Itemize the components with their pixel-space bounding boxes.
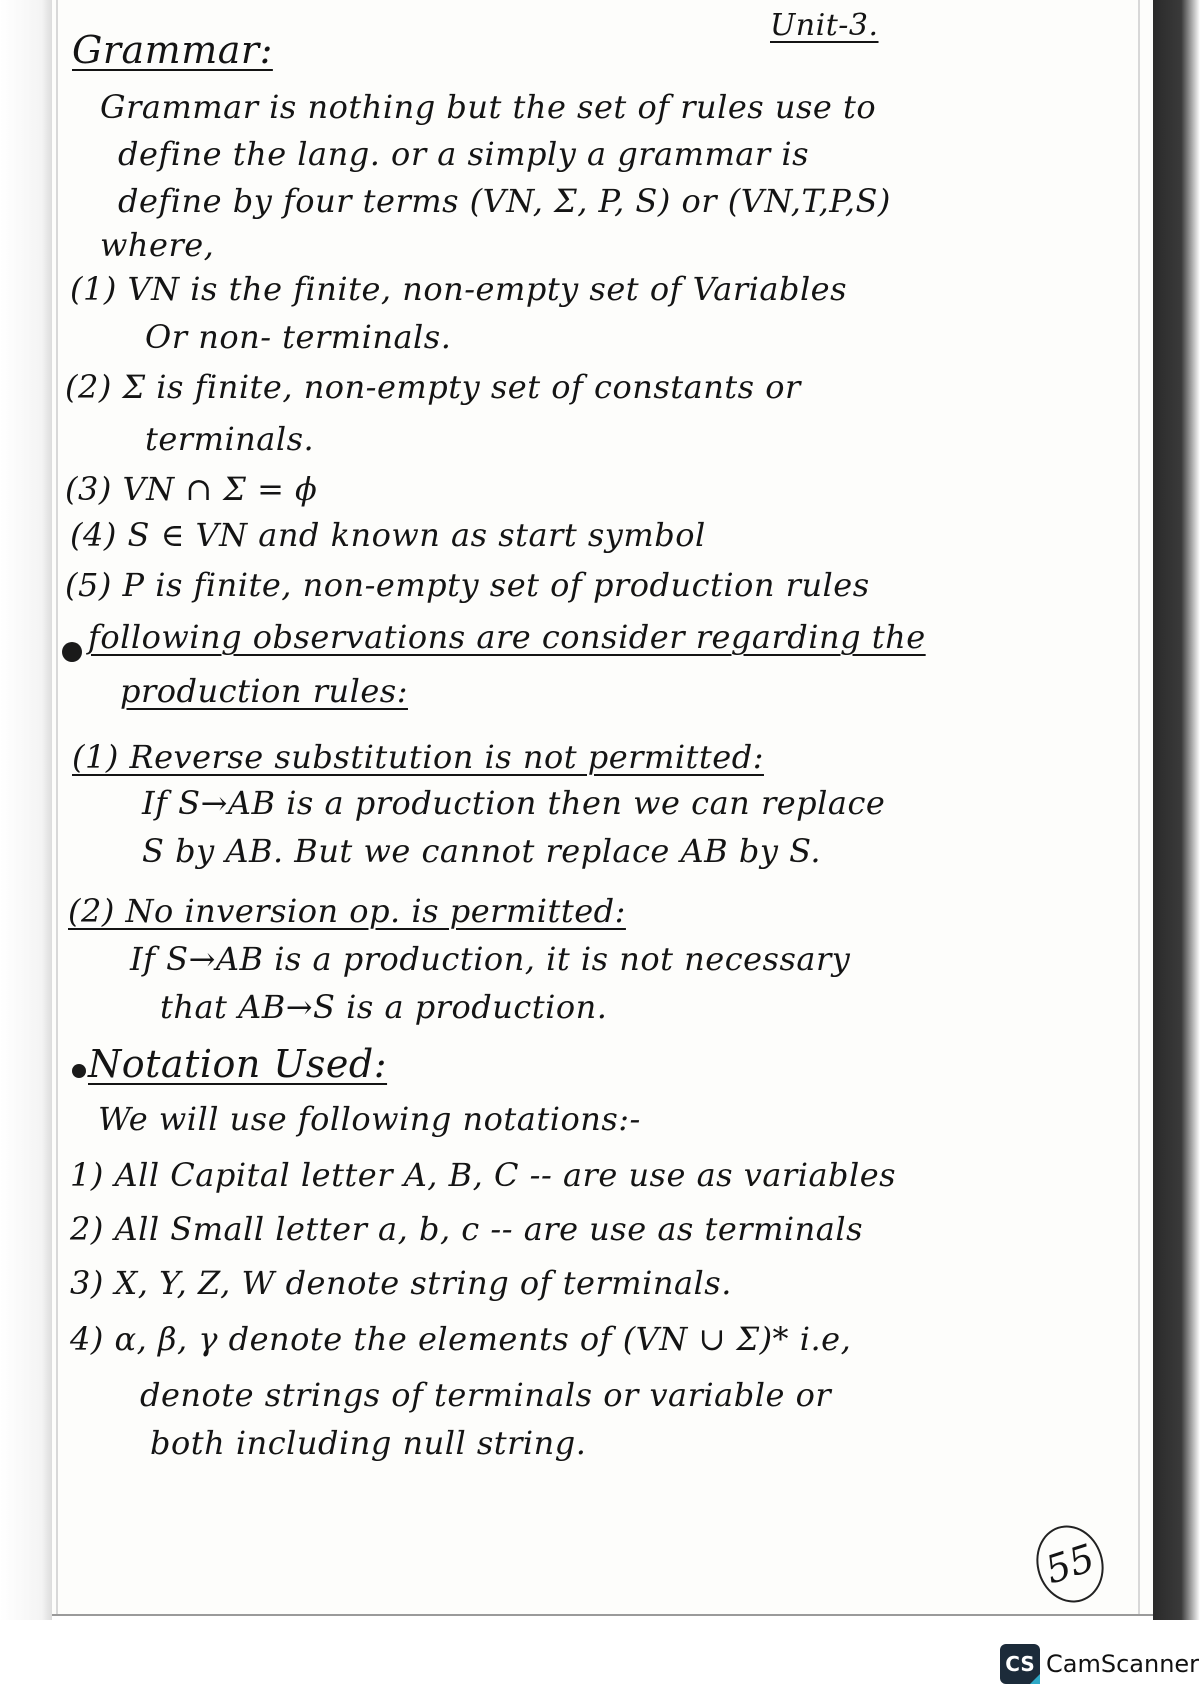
rule-text: S by AB. But we cannot replace AB by S. (142, 832, 822, 870)
definition-line: where, (100, 226, 215, 264)
definition-line: Grammar is nothing but the set of rules use to (100, 88, 877, 126)
notation-item: 1) All Capital letter A, B, C -- are use as variables (70, 1156, 897, 1194)
term-line: (3) VN ∩ Σ = ϕ (65, 470, 318, 508)
notation-item: 3) X, Y, Z, W denote string of terminals. (70, 1264, 732, 1302)
camscanner-watermark (1000, 1644, 1199, 1684)
rule-text: If S→AB is a production then we can replace (142, 784, 886, 822)
term-line: terminals. (145, 420, 315, 458)
definition-line: define the lang. or a simply a grammar is (118, 135, 809, 173)
term-line: (1) VN is the finite, non-empty set of Variables (70, 270, 848, 308)
rule-text: If S→AB is a production, it is not necessary (130, 940, 851, 978)
scan-left-edge (0, 0, 52, 1620)
observations-heading: production rules: (120, 672, 408, 710)
scan-right-edge (1153, 0, 1200, 1620)
term-line: (5) P is finite, non-empty set of production rules (65, 566, 870, 604)
bullet-icon (62, 642, 82, 662)
paper-margin-line (56, 0, 58, 1614)
notation-heading: Notation Used: (88, 1042, 388, 1086)
term-line: (4) S ∈ VN and known as start symbol (70, 516, 706, 554)
observations-heading: following observations are consider regarding the (88, 618, 926, 656)
definition-line: define by four terms (VN, Σ, P, S) or (VN,T,P,S) (118, 182, 891, 220)
page-number: 55 (1027, 1517, 1114, 1612)
bullet-icon (72, 1064, 86, 1078)
term-line: (2) Σ is finite, non-empty set of constants or (65, 368, 801, 406)
term-line: Or non- terminals. (145, 318, 452, 356)
notation-intro: We will use following notations:- (98, 1100, 641, 1138)
unit-label: Unit-3. (770, 8, 879, 43)
page-title: Grammar: (72, 28, 273, 72)
camscanner-brand: CamScanner (1046, 1650, 1200, 1678)
camscanner-logo-icon: CS (1000, 1644, 1040, 1684)
notation-item: 2) All Small letter a, b, c -- are use as terminals (70, 1210, 863, 1248)
notation-item: 4) α, β, γ denote the elements of (VN ∪ Σ)* i.e, (70, 1320, 852, 1358)
rule-text: that AB→S is a production. (160, 988, 608, 1026)
notation-item: denote strings of terminals or variable or (140, 1376, 832, 1414)
rule-title: (1) Reverse substitution is not permitted: (72, 738, 764, 776)
notation-item: both including null string. (150, 1424, 587, 1462)
rule-title: (2) No inversion op. is permitted: (68, 892, 626, 930)
paper-margin-line (1138, 0, 1140, 1614)
